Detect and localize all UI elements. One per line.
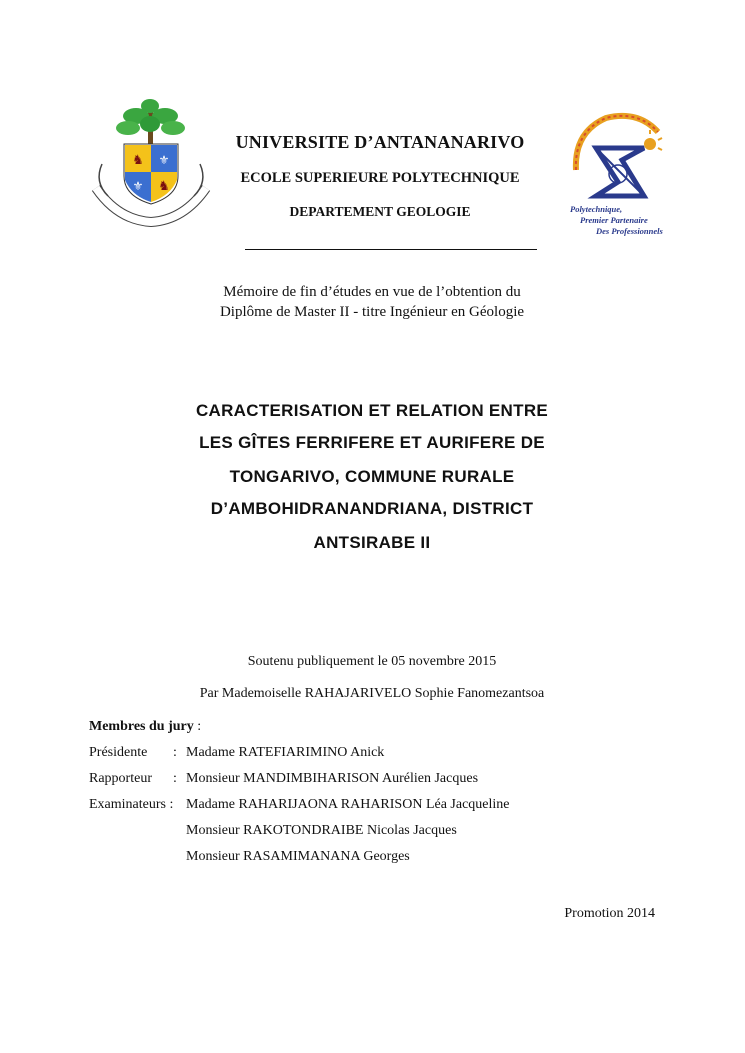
svg-text:⚜: ⚜ bbox=[158, 153, 170, 167]
university-name: UNIVERSITE D’ANTANANARIVO bbox=[235, 132, 525, 152]
header-divider bbox=[245, 249, 537, 250]
jury-member: Madame RAHARIJAONA RAHARISON Léa Jacqueline bbox=[186, 797, 510, 812]
memoire-line-1: Mémoire de fin d’études en vue de l’obtention du bbox=[223, 284, 521, 300]
svg-text:♞: ♞ bbox=[158, 178, 170, 193]
jury-heading bbox=[89, 719, 201, 735]
university-crest-logo bbox=[88, 92, 214, 234]
jury-heading-colon: : bbox=[193, 719, 202, 734]
jury-member: Monsieur RASAMIMANANA Georges bbox=[186, 849, 410, 864]
svg-text:⚜: ⚜ bbox=[132, 179, 144, 193]
motto-line-2: Premier Partenaire bbox=[580, 215, 648, 225]
jury-role-president: Présidente bbox=[89, 745, 148, 760]
jury-role-rapporteur: Rapporteur bbox=[89, 771, 152, 786]
polytechnique-emblem-icon bbox=[566, 110, 676, 208]
department-name: DEPARTEMENT GEOLOGIE bbox=[289, 204, 471, 219]
university-crest-icon bbox=[88, 92, 214, 234]
title-line-2: LES GÎTES FERRIFERE ET AURIFERE DE bbox=[199, 433, 545, 452]
defense-date: Soutenu publiquement le 05 novembre 2015 bbox=[247, 654, 497, 669]
promotion: Promotion 2014 bbox=[564, 906, 655, 921]
memoire-line-2: Diplôme de Master II - titre Ingénieur en Géologie bbox=[219, 304, 525, 320]
jury-separator: : bbox=[173, 771, 177, 786]
jury-member: Monsieur MANDIMBIHARISON Aurélien Jacques bbox=[186, 771, 479, 786]
jury-member: Monsieur RAKOTONDRAIBE Nicolas Jacques bbox=[186, 823, 457, 838]
title-line-3: TONGARIVO, COMMUNE RURALE bbox=[229, 467, 515, 486]
svg-text:♞: ♞ bbox=[132, 152, 144, 167]
title-line-1: CARACTERISATION ET RELATION ENTRE bbox=[195, 401, 549, 420]
jury-heading-label: Membres du jury bbox=[89, 719, 194, 734]
motto-line-1: Polytechnique, bbox=[570, 204, 623, 214]
title-line-4: D’AMBOHIDRANANDRIANA, DISTRICT bbox=[210, 499, 534, 518]
jury-role-examinateurs: Examinateurs : bbox=[89, 797, 174, 812]
school-name: ECOLE SUPERIEURE POLYTECHNIQUE bbox=[240, 170, 520, 186]
polytechnique-logo bbox=[566, 110, 676, 240]
jury-member: Madame RATEFIARIMINO Anick bbox=[186, 745, 385, 760]
author-line: Par Mademoiselle RAHAJARIVELO Sophie Fanomezantsoa bbox=[199, 686, 545, 701]
jury-separator: : bbox=[173, 745, 177, 760]
title-line-5: ANTSIRABE II bbox=[313, 533, 431, 552]
motto-line-3: Des Professionnels bbox=[596, 226, 663, 236]
